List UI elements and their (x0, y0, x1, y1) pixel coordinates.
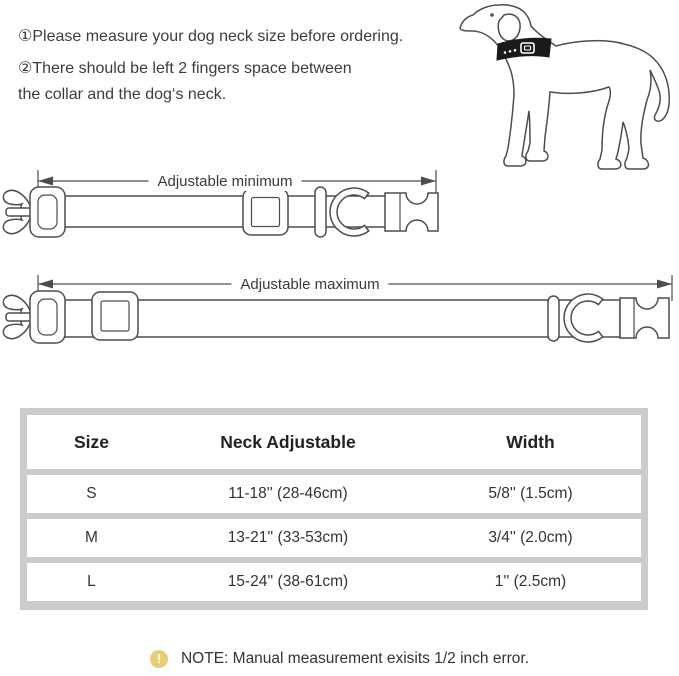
dog-illustration (452, 2, 678, 184)
buckle-prong (3, 320, 31, 339)
cell-neck: 11-18'' (28-46cm) (228, 485, 348, 502)
cell-width: 1'' (2.5cm) (494, 573, 567, 590)
keeper (315, 187, 326, 237)
warning-icon: ! (150, 650, 168, 668)
dog-collar-stud (509, 50, 512, 53)
slider (243, 189, 288, 235)
table-row (27, 519, 641, 557)
buckle-prong (3, 295, 31, 314)
note (0, 648, 679, 670)
cell-size: S (86, 485, 97, 502)
table-header-row (27, 415, 641, 469)
dog-eye (490, 13, 494, 17)
table-row (27, 563, 641, 601)
dog-collar-stud (514, 49, 517, 52)
col-header-neck: Neck Adjustable (220, 431, 356, 452)
size-table (20, 408, 648, 610)
adjustable-minimum-label: Adjustable minimum (148, 173, 301, 191)
dog-collar-stud (504, 51, 507, 54)
keeper (548, 296, 559, 341)
instructions (18, 24, 403, 108)
instruction-1: ①Please measure your dog neck size before ordering. (18, 28, 404, 45)
buckle-prong (3, 215, 31, 234)
buckle-prong (3, 190, 31, 209)
cell-size: M (85, 529, 98, 546)
cell-neck: 13-21'' (33-53cm) (227, 529, 349, 546)
cell-width: 3/4'' (2.0cm) (488, 529, 573, 546)
adjustable-maximum-label: Adjustable maximum (231, 276, 388, 294)
col-header-width: Width (506, 431, 555, 452)
arrow-right-icon (421, 177, 436, 186)
cell-width: 5/8'' (1.5cm) (488, 485, 573, 502)
buckle-female (620, 298, 669, 338)
table-row (27, 475, 641, 513)
arrow-right-icon (657, 280, 672, 289)
arrow-left-icon (38, 177, 53, 186)
cell-neck: 15-24'' (38-61cm) (227, 573, 349, 590)
instruction-2-line1: ②There should be left 2 fingers space between (18, 60, 352, 77)
slider (92, 292, 138, 340)
arrow-left-icon (38, 280, 53, 289)
cell-size: L (87, 573, 96, 590)
dog-ear (498, 14, 520, 41)
col-header-size: Size (73, 431, 109, 452)
note-text: NOTE: Manual measurement exisits 1/2 inch error. (180, 650, 530, 667)
instruction-2-line2: the collar and the dog‘s neck. (18, 86, 227, 103)
collar-strap (60, 300, 620, 337)
buckle-female (385, 193, 438, 231)
